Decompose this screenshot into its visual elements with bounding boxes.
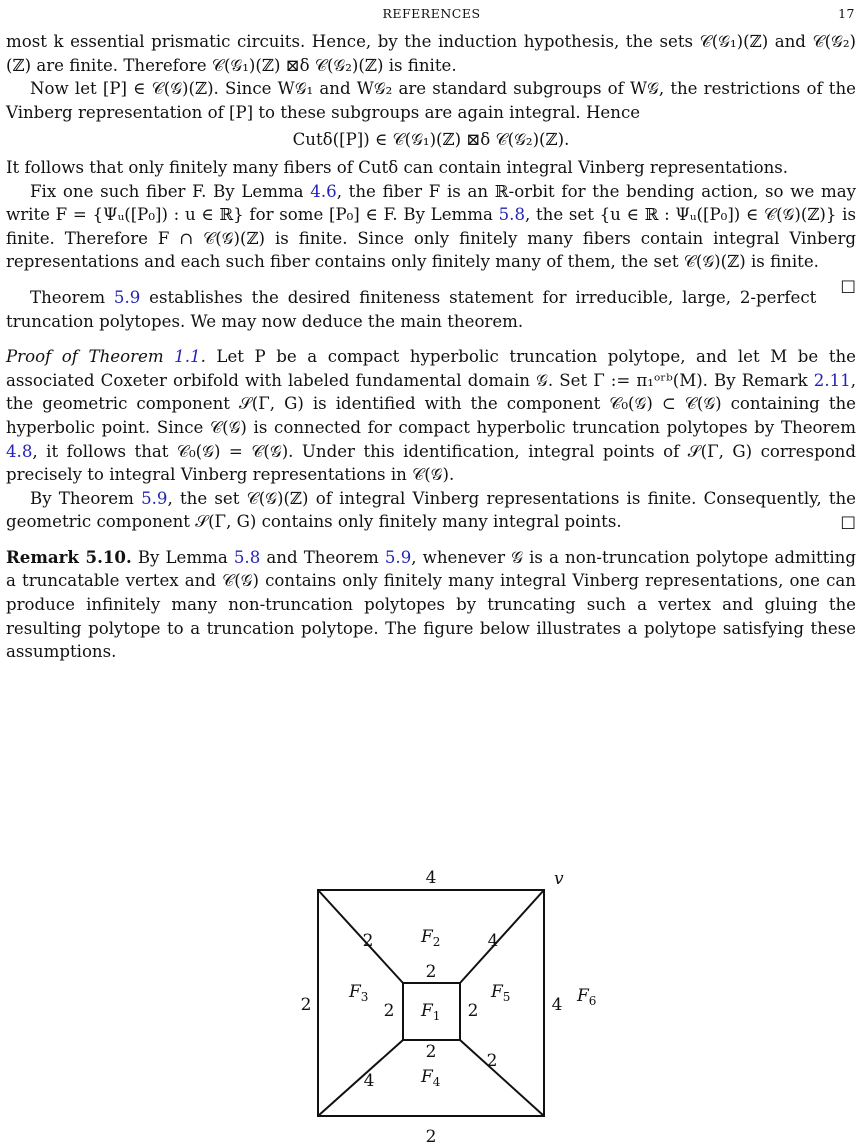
- running-header: [8, 6, 855, 26]
- edge-label-outer-top: 4: [425, 868, 437, 888]
- edge-label-diag-ur: 4: [487, 931, 499, 951]
- face-F5-sub: 5: [502, 990, 511, 1004]
- p4-text-c: , the set {u ∈ ℝ : Ψᵤ([P₀]) ∈ 𝒞(𝒢)(ℤ)} is finite. Therefore F ∩ 𝒞(𝒢)(ℤ) is finite. Since only finitely many fibers contain integral Vinberg representations and each such fiber contains only finitely many of them, the set 𝒞(𝒢)(ℤ) is finite.: [6, 205, 857, 272]
- face-F3-sub: 3: [360, 990, 369, 1004]
- ref-theorem-5-9-c[interactable]: 5.9: [384, 547, 412, 567]
- edge-label-diag-ul: 2: [362, 931, 374, 951]
- proof-label-b: .: [200, 347, 206, 367]
- p7-text-b: , the set 𝒞(𝒢)(ℤ) of integral Vinberg representations is finite. Consequently, the geometric component 𝒮(Γ, G) contains only finitely many integral points.: [6, 488, 856, 532]
- diagonal-upper-right: [460, 890, 544, 983]
- paragraph-5: [6, 286, 856, 333]
- face-label-F6: [576, 986, 596, 1008]
- edge-label-inner-bottom: 2: [425, 1042, 437, 1062]
- remark-label: Remark 5.10.: [6, 546, 132, 567]
- proof-label-a: Proof of Theorem: [6, 347, 175, 367]
- face-F4-sub: 4: [432, 1075, 441, 1089]
- p5-text-b: establishes the desired finiteness statement for irreducible, large, 2-perfect truncation polytopes. We may now deduce the main theorem.: [6, 287, 817, 331]
- edge-label-inner-top: 2: [425, 962, 437, 982]
- paragraph-1: most k essential prismatic circuits. Hence, by the induction hypothesis, the sets 𝒞(𝒢₁)(ℤ) and 𝒞(𝒢₂)(ℤ) are finite. Therefore 𝒞(𝒢₁)(ℤ) ⊠δ 𝒞(𝒢₂)(ℤ) is finite.: [6, 32, 856, 75]
- face-F1-sub: 1: [432, 1009, 441, 1023]
- face-F2-main: F: [421, 927, 433, 947]
- face-F3-main: F: [349, 982, 361, 1002]
- remark-text-b: and Theorem: [260, 547, 385, 567]
- p7-text-a: By Theorem: [30, 488, 142, 508]
- diagonal-lower-right: [460, 1040, 544, 1116]
- ref-remark-2-11[interactable]: 2.11: [813, 370, 851, 390]
- p6-text-c: , it follows that 𝒞₀(𝒢) = 𝒞(𝒢). Under this identification, integral points of 𝒮(Γ, G) correspond precisely to integral Vinberg representations in 𝒞(𝒢).: [6, 441, 856, 485]
- paragraph-7: [6, 487, 856, 534]
- edge-label-inner-left: 2: [383, 1001, 395, 1021]
- proof-label: [6, 347, 206, 366]
- edge-label-inner-right: 2: [467, 1001, 479, 1021]
- edge-label-outer-left: 2: [300, 995, 312, 1015]
- face-label-F5: [490, 982, 510, 1004]
- face-F2-sub: 2: [432, 935, 441, 949]
- body-text: [6, 30, 856, 664]
- remark-text-c: , whenever 𝒢 is a non-truncation polytope admitting a truncatable vertex and 𝒞(𝒢) contains only finitely many integral Vinberg representations, one can produce infinitely many non-truncation polytopes by truncating such a vertex and gluing the resulting polytope to a truncation polytope. The figure below illustrates a polytope satisfying these assumptions.: [6, 547, 856, 662]
- remark-text-a: By Lemma: [131, 547, 234, 567]
- edge-label-outer-bottom: 2: [425, 1127, 437, 1146]
- ref-lemma-5-8[interactable]: 5.8: [498, 205, 525, 225]
- qed-symbol-2: □: [840, 512, 856, 532]
- ref-lemma-5-8-b[interactable]: 5.8: [233, 547, 261, 567]
- face-label-F4: [420, 1067, 441, 1089]
- ref-lemma-4-6[interactable]: 4.6: [310, 181, 337, 201]
- p4-text-a: Fix one such fiber F. By Lemma: [30, 181, 311, 201]
- paragraph-2: Now let [P] ∈ 𝒞(𝒢)(ℤ). Since W𝒢₁ and W𝒢₂ are standard subgroups of W𝒢, the restrictions of the Vinberg representation of [P] to these subgroups are again integral. Hence: [6, 79, 856, 122]
- face-F1-main: F: [421, 1001, 433, 1021]
- face-label-F1: [420, 1001, 440, 1023]
- proof-paragraph: [6, 345, 856, 487]
- remark-paragraph: [6, 546, 856, 664]
- face-F6-main: F: [577, 986, 589, 1006]
- paragraph-4: [6, 180, 857, 295]
- p4-text-b: , the fiber F is an ℝ-orbit for the bending action, so we may write F = {Ψᵤ([P₀]) : u ∈ ℝ} for some [P₀] ∈ F. By Lemma: [6, 181, 856, 225]
- p6-text-b: , the geometric component 𝒮(Γ, G) is identified with the component 𝒞₀(𝒢) ⊂ 𝒞(𝒢) containing the hyperbolic point. Since 𝒞(𝒢) is connected for compact hyperbolic truncation polytopes by Theorem: [6, 370, 856, 437]
- edge-label-outer-right: 4: [551, 995, 563, 1015]
- face-F6-sub: 6: [588, 994, 597, 1008]
- face-label-F2: [420, 927, 440, 949]
- ref-theorem-1-1[interactable]: 1.1: [174, 347, 201, 367]
- edge-label-diag-ll: 4: [363, 1071, 375, 1091]
- ref-theorem-5-9-b[interactable]: 5.9: [141, 488, 168, 508]
- diagonal-upper-left: [318, 890, 403, 983]
- qed-symbol: □: [840, 275, 856, 295]
- p6-text-a: Let P be a compact hyperbolic truncation polytope, and let M be the associated Coxeter orbifold with labeled fundamental domain 𝒢. Set Γ := π₁ᵒʳᵇ(M). By Remark: [6, 347, 857, 390]
- edge-label-diag-lr: 2: [486, 1051, 498, 1071]
- polytope-diagram: [0, 860, 863, 1146]
- paragraph-3: It follows that only finitely many fibers of Cutδ can contain integral Vinberg representations.: [6, 157, 789, 177]
- face-F5-main: F: [491, 982, 503, 1002]
- ref-theorem-5-9[interactable]: 5.9: [113, 287, 141, 307]
- vertex-label-v: v: [554, 869, 564, 889]
- diagonal-lower-left: [318, 1040, 403, 1116]
- face-F4-main: F: [421, 1067, 433, 1087]
- polytope-figure: [0, 860, 863, 1146]
- running-title: REFERENCES: [382, 6, 481, 21]
- page-number: 17: [838, 6, 855, 21]
- ref-theorem-4-8[interactable]: 4.8: [6, 441, 33, 461]
- p5-text-a: Theorem: [30, 287, 114, 307]
- face-label-F3: [348, 982, 368, 1004]
- display-equation: Cutδ([P]) ∈ 𝒞(𝒢₁)(ℤ) ⊠δ 𝒞(𝒢₂)(ℤ).: [292, 130, 570, 150]
